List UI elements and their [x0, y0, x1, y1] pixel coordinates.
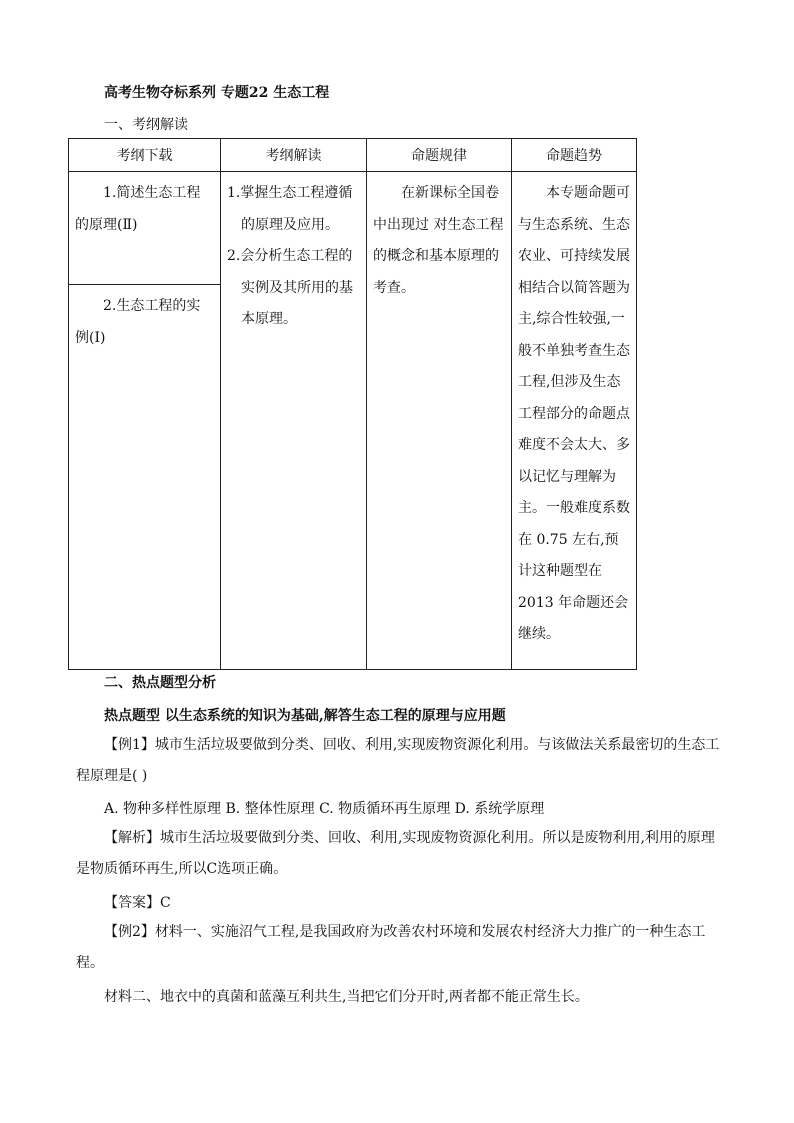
table-row [69, 172, 637, 285]
header-cell: 命题规律 [367, 139, 512, 172]
outline-table [68, 138, 637, 670]
outline-item-1: 1.简述生态工程的原理(Ⅱ) [75, 185, 201, 233]
interpretation-item-2: 2.会分析生态工程的实例及其所用的基本原理。 [227, 248, 353, 327]
example-1-options: A. 物种多样性原理 B. 整体性原理 C. 物质循环再生原理 D. 系统学原理 [104, 801, 545, 817]
hot-type-heading: 热点题型 以生态系统的知识为基础,解答生态工程的原理与应用题 [104, 708, 506, 724]
example-2-material-2: 材料二、地衣中的真菌和蓝藻互利共生,当把它们分开时,两者都不能正常生长。 [104, 989, 589, 1005]
example-1-analysis: 【解析】城市生活垃圾要做到分类、回收、利用,实现废物资源化利用。所以是废物利用,利用的原理是物质循环再生,所以C选项正确。 [76, 830, 715, 877]
table-header-row [69, 139, 637, 172]
outline-item-2: 2.生态工程的实例(Ⅰ) [75, 298, 201, 346]
pattern-text: 在新课标全国卷中出现过 对生态工程的概念和基本原理的考查。 [373, 185, 504, 296]
example-1-answer: 【答案】C [104, 895, 171, 911]
table-cell [69, 285, 221, 670]
table-cell [367, 172, 512, 670]
doc-title: 高考生物夺标系列 专题22 生态工程 [104, 85, 330, 101]
trend-text: 本专题命题可与生态系统、生态农业、可持续发展相结合以简答题为主,综合性较强,一般不单独考查生态工程,但涉及生态工程部分的命题点难度不会太大、多以记忆与理解为主。一般难度系数在 0.75 左右,预计这种题型在 2013 年命题还会继续。 [518, 185, 630, 642]
section-heading-outline: 一、考纲解读 [104, 117, 188, 133]
table-cell [221, 172, 367, 670]
header-cell: 命题趋势 [512, 139, 637, 172]
header-cell: 考纲解读 [221, 139, 367, 172]
example-1: 【例1】城市生活垃圾要做到分类、回收、利用,实现废物资源化利用。与该做法关系最密切的生态工程原理是( ) [76, 737, 720, 784]
interpretation-item-1: 1.掌握生态工程遵循的原理及应用。 [227, 185, 353, 233]
header-cell: 考纲下载 [69, 139, 221, 172]
example-2: 【例2】材料一、实施沼气工程,是我国政府为改善农村环境和发展农村经济大力推广的一种生态工程。 [76, 924, 706, 971]
section-heading-analysis: 二、热点题型分析 [104, 675, 216, 691]
table-cell [69, 172, 221, 285]
table-cell [512, 172, 637, 670]
